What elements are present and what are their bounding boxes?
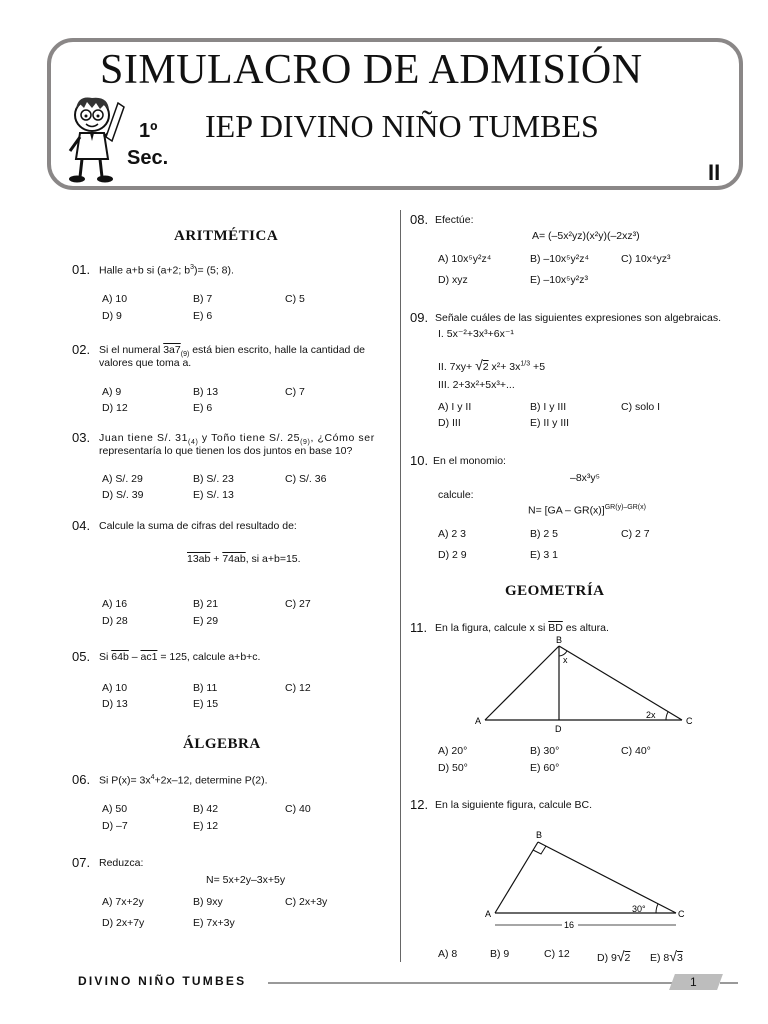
option-c[interactable]: C) 12 (285, 682, 311, 694)
vertex-label-c: C (678, 909, 685, 919)
question-text: Halle a+b si (a+2; $b^3)= (5$; 8). (99, 264, 234, 277)
option-d[interactable]: D) 9√2 (597, 948, 631, 964)
question-text: Señale cuáles de las siguientes expresiones son algebraicas. (435, 312, 722, 324)
option-d[interactable]: D) 2x+7y (102, 917, 145, 929)
option-d[interactable]: D) 2 9 (438, 549, 467, 561)
question-number: 09. (410, 310, 429, 325)
option-a[interactable]: A) 10 (102, 682, 128, 694)
column-divider (400, 210, 401, 962)
question-number: 06. (72, 772, 91, 787)
question-text: En el monomio: (433, 455, 506, 467)
expression-iii: III. 2+3x²+5x³+... (438, 379, 515, 391)
option-e[interactable]: E) 7x+3y (193, 917, 235, 929)
option-e[interactable]: E) 8√3 (650, 948, 683, 964)
question-text: En la siguiente figura, calcule BC. (435, 799, 593, 811)
option-b[interactable]: B) 42 (193, 803, 219, 815)
option-c[interactable]: C) 40° (621, 745, 651, 757)
option-d[interactable]: D) 13 (102, 698, 128, 710)
length-label-16: 16 (564, 920, 575, 930)
option-b[interactable]: B) 13 (193, 386, 219, 398)
question-text: Si el numeral $3a7_{(9)}$ está bien escrito, halle la cantidad de (99, 344, 365, 359)
question-expression: N= 5x+2y–3x+5y (206, 874, 286, 886)
question-number: 08. (410, 212, 429, 227)
option-e[interactable]: E) 6 (193, 310, 213, 322)
monomial: –8x³y⁵ (570, 472, 601, 484)
option-d[interactable]: D) 50° (438, 762, 468, 774)
footer-rule (268, 982, 678, 984)
footer-rule-end (720, 982, 738, 984)
option-a[interactable]: A) 2 3 (438, 528, 467, 540)
grade-number: 1º (139, 120, 158, 142)
question-number: 11. (410, 620, 428, 635)
question-text: Reduzca: (99, 857, 144, 869)
option-a[interactable]: A) 8 (438, 948, 458, 960)
question-number: 10. (410, 453, 429, 468)
option-a[interactable]: A) 16 (102, 598, 128, 610)
option-d[interactable]: D) 9 (102, 310, 122, 322)
option-b[interactable]: B) 11 (193, 682, 218, 694)
option-c[interactable]: C) solo I (621, 401, 661, 413)
vertex-label-a: A (475, 716, 482, 726)
grade-level: Sec. (127, 147, 169, 169)
option-b[interactable]: B) 30° (530, 745, 560, 757)
option-b[interactable]: B) 9xy (193, 896, 223, 908)
triangle-figure-11 (470, 632, 700, 737)
option-a[interactable]: A) 9 (102, 386, 122, 398)
expression-ii: II. 7xy+ √2 $x^2+ 3x^{1/3} +5$ (438, 357, 546, 373)
option-c[interactable]: C) 2 7 (621, 528, 650, 540)
option-a[interactable]: A) 10 (102, 293, 128, 305)
option-a[interactable]: A) S/. 29 (102, 473, 143, 485)
option-b[interactable]: B) S/. 23 (193, 473, 234, 485)
question-text-line2: calcule: (438, 489, 474, 501)
question-text: Juan tiene S/. $31_{(4)}$ y Toño tiene S/. $25_{(9)}$, ¿Cómo ser (99, 432, 375, 447)
option-e[interactable]: E) 60° (530, 762, 560, 774)
option-a[interactable]: A) 50 (102, 803, 128, 815)
question-text: En la figura, calcule x si $\overline{BD}$ es altura. (435, 622, 609, 634)
page-number: 1 (690, 975, 697, 989)
option-a[interactable]: A) I y II (438, 401, 472, 413)
option-a[interactable]: A) 7x+2y (102, 896, 144, 908)
option-d[interactable]: D) 28 (102, 615, 128, 627)
option-a[interactable]: A) 10x⁵y²z⁴ (438, 253, 492, 265)
question-number: 12. (410, 797, 429, 812)
question-number: 07. (72, 855, 91, 870)
question-number: 05. (72, 649, 91, 664)
option-e[interactable]: E) 15 (193, 698, 219, 710)
school-name: IEP DIVINO NIÑO TUMBES (205, 108, 599, 144)
question-expression: A= (–5x²yz)(x²y)(–2xz³) (532, 230, 640, 242)
question-expression: 13ab + 74ab, si a+b=15. (187, 553, 301, 565)
question-text: Si $P(x)= 3x^4+2x-12$, determine P(2). (99, 774, 268, 787)
angle-label-x: x (563, 655, 568, 665)
section-title-aritmetica: ARITMÉTICA (174, 228, 279, 244)
question-text: Si 64b – ac1 = 125, calcule a+b+c. (99, 651, 261, 663)
question-text: Calcule la suma de cifras del resultado de: (99, 520, 297, 532)
option-a[interactable]: A) 20° (438, 745, 468, 757)
vertex-label-b: B (536, 830, 543, 840)
option-b[interactable]: B) 2 5 (530, 528, 559, 540)
option-b[interactable]: B) 9 (490, 948, 510, 960)
option-c[interactable]: C) S/. 36 (285, 473, 327, 485)
vertex-label-d: D (555, 724, 562, 734)
option-c[interactable]: C) 2x+3y (285, 896, 328, 908)
option-d[interactable]: D) S/. 39 (102, 489, 144, 501)
option-c[interactable]: C) 10x⁴yz³ (621, 253, 671, 265)
question-text: Efectúe: (435, 214, 474, 226)
vertex-label-b: B (556, 635, 563, 645)
option-e[interactable]: E) 3 1 (530, 549, 559, 561)
section-title-algebra: ÁLGEBRA (183, 736, 261, 752)
triangle-figure-12 (480, 825, 695, 935)
angle-label-2x: 2x (646, 710, 656, 720)
option-d[interactable]: D) –7 (102, 820, 128, 832)
option-c[interactable]: C) 27 (285, 598, 311, 610)
footer-school-name: DIVINO NIÑO TUMBES (78, 974, 247, 988)
page-title: SIMULACRO DE ADMISIÓN (100, 47, 643, 93)
option-b[interactable]: B) 21 (193, 598, 219, 610)
option-b[interactable]: B) 7 (193, 293, 213, 305)
vertex-label-c: C (686, 716, 693, 726)
angle-label-30: 30° (632, 904, 646, 914)
option-e[interactable]: E) S/. 13 (193, 489, 234, 501)
question-text-line2: valores que toma a. (99, 357, 192, 369)
option-c[interactable]: C) 5 (285, 293, 305, 305)
option-c[interactable]: C) 40 (285, 803, 311, 815)
question-number: 03. (72, 430, 91, 445)
option-c[interactable]: C) 7 (285, 386, 305, 398)
option-e[interactable]: E) 12 (193, 820, 219, 832)
question-number: 02. (72, 342, 91, 357)
vertex-label-a: A (485, 909, 492, 919)
option-e[interactable]: E) 6 (193, 402, 213, 414)
question-text-line2: representaría lo que tienen los dos juntos en base 10? (99, 445, 353, 457)
question-expression: N= [GA – GR(x)]$^{GR(y)-GR(x)}$ (528, 504, 646, 517)
option-c[interactable]: C) 12 (544, 948, 570, 960)
option-e[interactable]: E) –10x⁵y²z³ (530, 274, 589, 286)
exam-number: II (708, 160, 721, 185)
question-number: 01. (72, 262, 91, 277)
option-b[interactable]: B) –10x⁵y²z⁴ (530, 253, 590, 265)
student-mascot-icon (64, 93, 134, 185)
option-e[interactable]: E) II y III (530, 417, 570, 429)
section-title-geometria: GEOMETRÍA (505, 583, 605, 599)
option-d[interactable]: D) 12 (102, 402, 128, 414)
option-d[interactable]: D) III (438, 417, 461, 429)
expression-i: I. 5x⁻²+3x³+6x⁻¹ (438, 328, 514, 340)
option-b[interactable]: B) I y III (530, 401, 567, 413)
option-e[interactable]: E) 29 (193, 615, 219, 627)
option-d[interactable]: D) xyz (438, 274, 468, 286)
question-number: 04. (72, 518, 91, 533)
